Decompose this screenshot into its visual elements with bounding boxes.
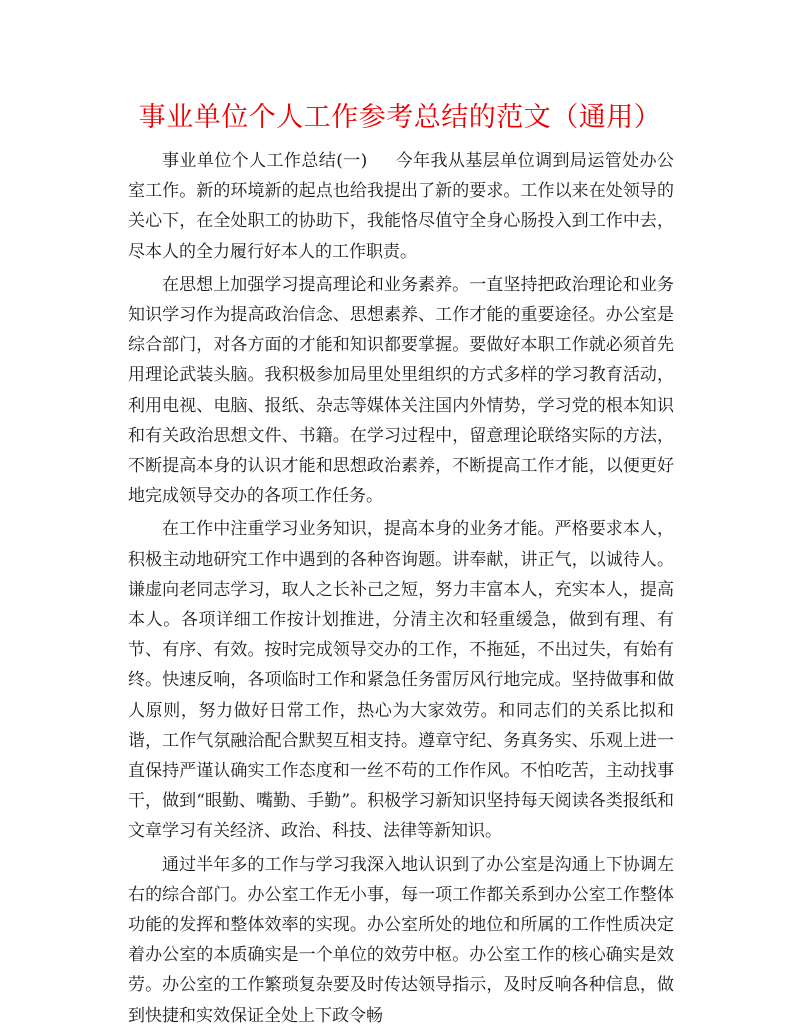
paragraph-3: 在工作中注重学习业务知识，提高本身的业务才能。严格要求本人，积极主动地研究工作中遇到的各种咨询题。讲奉献，讲正气，以诚待人。谦虚向老同志学习，取人之长补己之短，努力丰富本人，充实本人，提高本人。各项详细工作按计划推进，分清主次和轻重缓急，做到有理、有节、有序、有效。按时完成领导交办的工作，不拖延，不出过失，有始有终。快速反响，各项临时工作和紧急任务雷厉风行地完成。坚持做事和做人原则，努力做好日常工作，热心为大家效劳。和同志们的关系比拟和谐，工作气氛融洽配合默契互相支持。遵章守纪、务真务实、乐观上进一直保持严谨认确实工作态度和一丝不苟的工作作风。不怕吃苦，主动找事干，做到“眼勤、嘴勤、手勤”。积极学习新知识坚持每天阅读各类报纸和文章学习有关经济、政治、科技、法律等新知识。 xyxy=(128,519,674,842)
paragraph-1-text: 今年我从基层单位调到局运管处办公室工作。新的环境新的起点也给我提出了新的要求。工作以来在处领导的关心下，在全处职工的协助下，我能恪尽值守全身心肠投入到工作中去，尽本人的全力履行好本人的工作职责。 xyxy=(128,151,675,262)
paragraph-4: 通过半年多的工作与学习我深入地认识到了办公室是沟通上下协调左右的综合部门。办公室工作无小事，每一项工作都关系到办公室工作整体功能的发挥和整体效率的实现。办公室所处的地位和所属的工作性质决定着办公室的本质确实是一个单位的效劳中枢。办公室工作的核心确实是效劳。办公室的工作繁琐复杂要及时传达领导指示，及时反响各种信息，做到快捷和实效保证全处上下政令畅 xyxy=(128,854,674,1026)
document-title: 事业单位个人工作参考总结的范文（通用） xyxy=(138,102,662,133)
intro-heading: 事业单位个人工作总结(一) xyxy=(162,151,368,171)
paragraph-2: 在思想上加强学习提高理论和业务素养。一直坚持把政治理论和业务知识学习作为提高政治信念、思想素养、工作才能的重要途径。办公室是综合部门，对各方面的才能和知识都要掌握。要做好本职工作就必须首先用理论武装头脑。我积极参加局里处里组织的方式多样的学习教育活动，利用电视、电脑、报纸、杂志等媒体关注国内外情势，学习党的根本知识和有关政治思想文件、书籍。在学习过程中，留意理论联络实际的方法，不断提高本身的认识才能和思想政治素养，不断提高工作才能，以便更好地完成领导交办的各项工作任务。 xyxy=(128,274,674,507)
paragraph-1 xyxy=(128,146,674,267)
document-body xyxy=(128,146,674,1034)
